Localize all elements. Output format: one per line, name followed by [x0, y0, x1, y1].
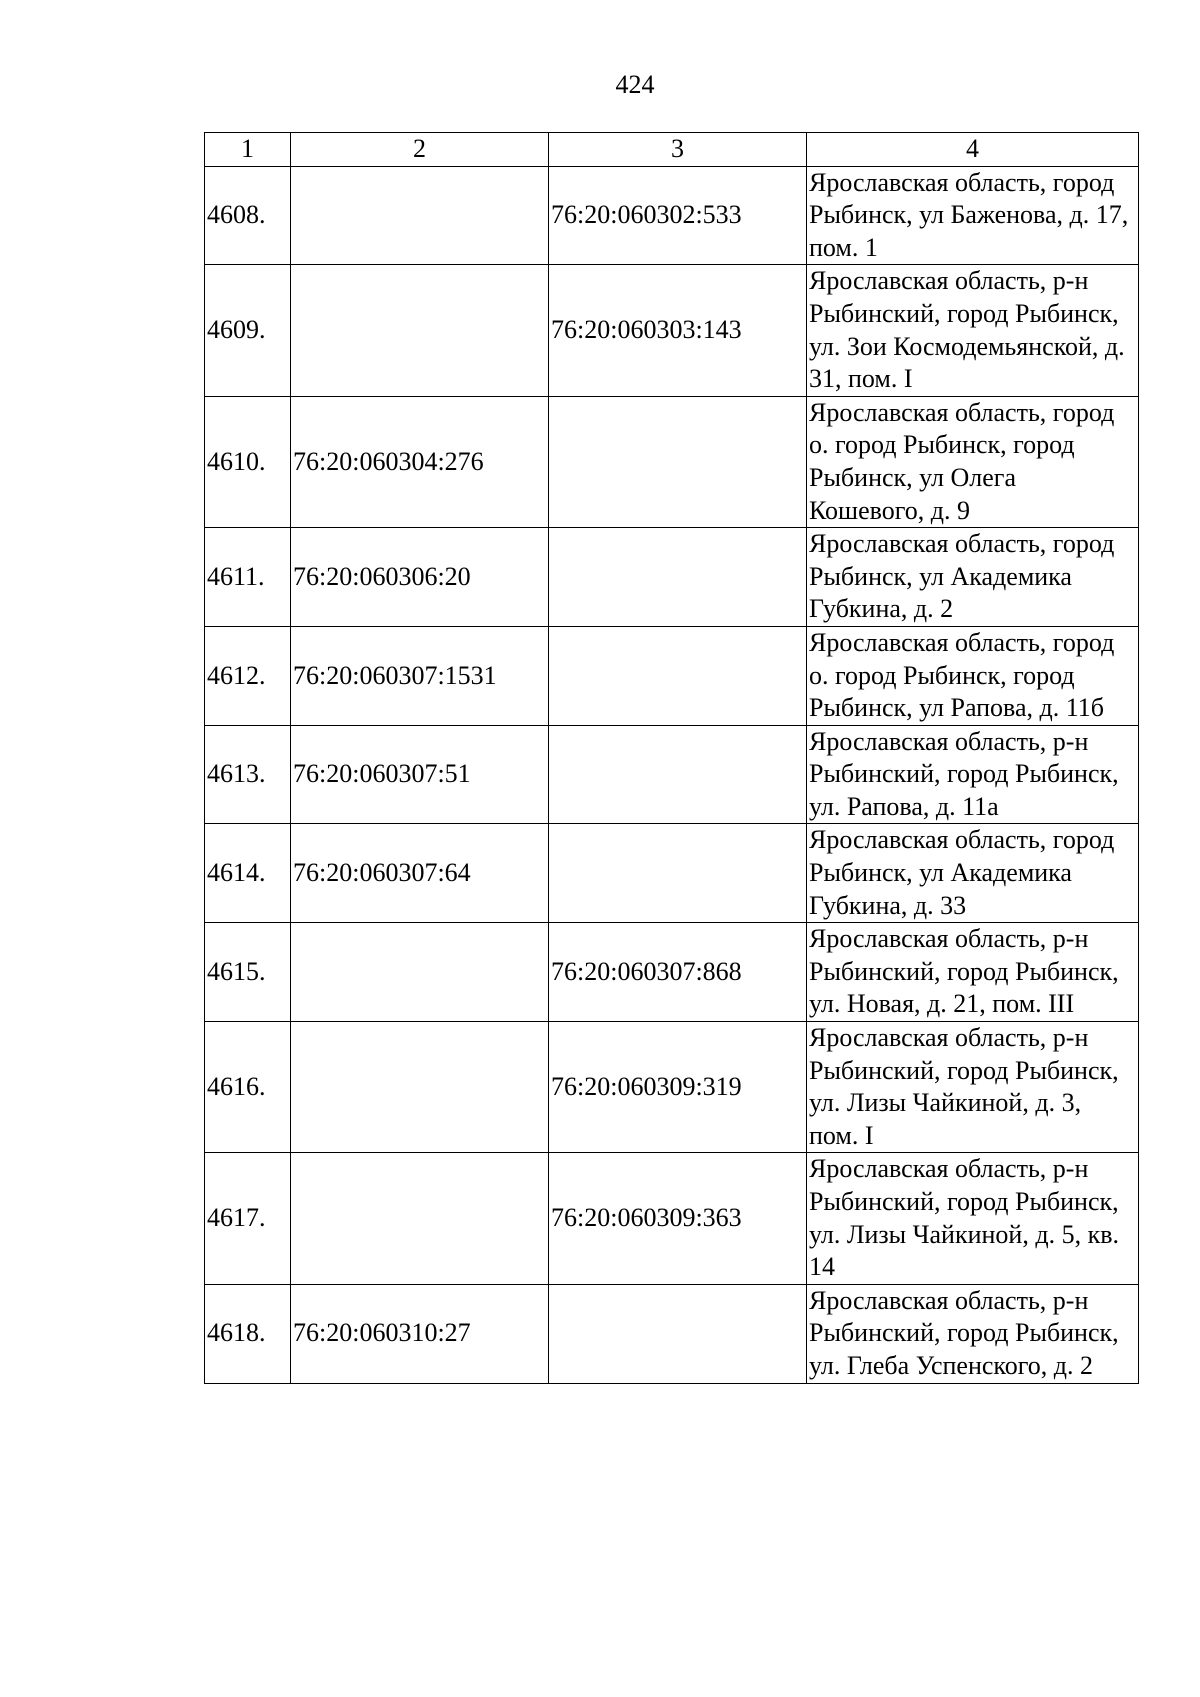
address-cell: Ярославская область, р-н Рыбинский, город Рыбинск, ул. Рапова, д. 11а: [807, 725, 1139, 824]
row-number: 4618.: [205, 1284, 291, 1383]
header-cell-3: 3: [549, 133, 807, 167]
cadastral-number-col3: 76:20:060309:363: [549, 1153, 807, 1284]
address-cell: Ярославская область, р-н Рыбинский, город Рыбинск, ул. Лизы Чайкиной, д. 3, пом. I: [807, 1022, 1139, 1153]
cadastral-number-col2: [291, 1022, 549, 1153]
row-number: 4616.: [205, 1022, 291, 1153]
row-number: 4617.: [205, 1153, 291, 1284]
address-cell: Ярославская область, р-н Рыбинский, город Рыбинск, ул. Зои Космодемьянской, д. 31, пом. I: [807, 265, 1139, 396]
cadastral-number-col3: [549, 626, 807, 725]
row-number: 4610.: [205, 396, 291, 527]
table-row: [205, 626, 1139, 725]
cadastral-number-col2: 76:20:060306:20: [291, 528, 549, 627]
address-cell: Ярославская область, р-н Рыбинский, город Рыбинск, ул. Лизы Чайкиной, д. 5, кв. 14: [807, 1153, 1139, 1284]
header-row: [205, 133, 1139, 167]
header-cell-2: 2: [291, 133, 549, 167]
address-cell: Ярославская область, р-н Рыбинский, город Рыбинск, ул. Глеба Успенского, д. 2: [807, 1284, 1139, 1383]
cadastral-number-col3: 76:20:060302:533: [549, 166, 807, 265]
table-row: [205, 1153, 1139, 1284]
cadastral-number-col2: 76:20:060307:64: [291, 824, 549, 923]
address-cell: Ярославская область, город Рыбинск, ул Академика Губкина, д. 2: [807, 528, 1139, 627]
cadastral-number-col3: [549, 528, 807, 627]
address-cell: Ярославская область, р-н Рыбинский, город Рыбинск, ул. Новая, д. 21, пом. III: [807, 923, 1139, 1022]
table-row: [205, 528, 1139, 627]
table-row: [205, 923, 1139, 1022]
cadastral-number-col2: [291, 166, 549, 265]
address-cell: Ярославская область, город Рыбинск, ул Баженова, д. 17, пом. 1: [807, 166, 1139, 265]
cadastral-number-col3: [549, 1284, 807, 1383]
cadastral-number-col2: 76:20:060307:1531: [291, 626, 549, 725]
row-number: 4614.: [205, 824, 291, 923]
cadastral-number-col2: [291, 923, 549, 1022]
cadastral-number-col3: 76:20:060309:319: [549, 1022, 807, 1153]
cadastral-number-col3: 76:20:060307:868: [549, 923, 807, 1022]
cadastral-number-col3: [549, 824, 807, 923]
table-row: [205, 265, 1139, 396]
table-row: [205, 166, 1139, 265]
row-number: 4615.: [205, 923, 291, 1022]
cadastral-number-col3: [549, 396, 807, 527]
cadastral-number-col2: 76:20:060307:51: [291, 725, 549, 824]
table-row: [205, 725, 1139, 824]
table-body: [205, 166, 1139, 1383]
cadastral-number-col2: [291, 265, 549, 396]
address-cell: Ярославская область, город Рыбинск, ул Академика Губкина, д. 33: [807, 824, 1139, 923]
cadastral-number-col2: [291, 1153, 549, 1284]
cadastral-number-col2: 76:20:060304:276: [291, 396, 549, 527]
address-cell: Ярославская область, город о. город Рыбинск, город Рыбинск, ул Олега Кошевого, д. 9: [807, 396, 1139, 527]
row-number: 4608.: [205, 166, 291, 265]
table-row: [205, 396, 1139, 527]
cadastral-number-col3: [549, 725, 807, 824]
header-cell-4: 4: [807, 133, 1139, 167]
header-cell-1: 1: [205, 133, 291, 167]
cadastral-number-col3: 76:20:060303:143: [549, 265, 807, 396]
address-cell: Ярославская область, город о. город Рыбинск, город Рыбинск, ул Рапова, д. 11б: [807, 626, 1139, 725]
table-row: [205, 1022, 1139, 1153]
table-row: [205, 824, 1139, 923]
row-number: 4609.: [205, 265, 291, 396]
page-number: 424: [615, 70, 655, 99]
row-number: 4613.: [205, 725, 291, 824]
registry-table: [204, 132, 1139, 1384]
row-number: 4611.: [205, 528, 291, 627]
cadastral-number-col2: 76:20:060310:27: [291, 1284, 549, 1383]
table-row: [205, 1284, 1139, 1383]
row-number: 4612.: [205, 626, 291, 725]
